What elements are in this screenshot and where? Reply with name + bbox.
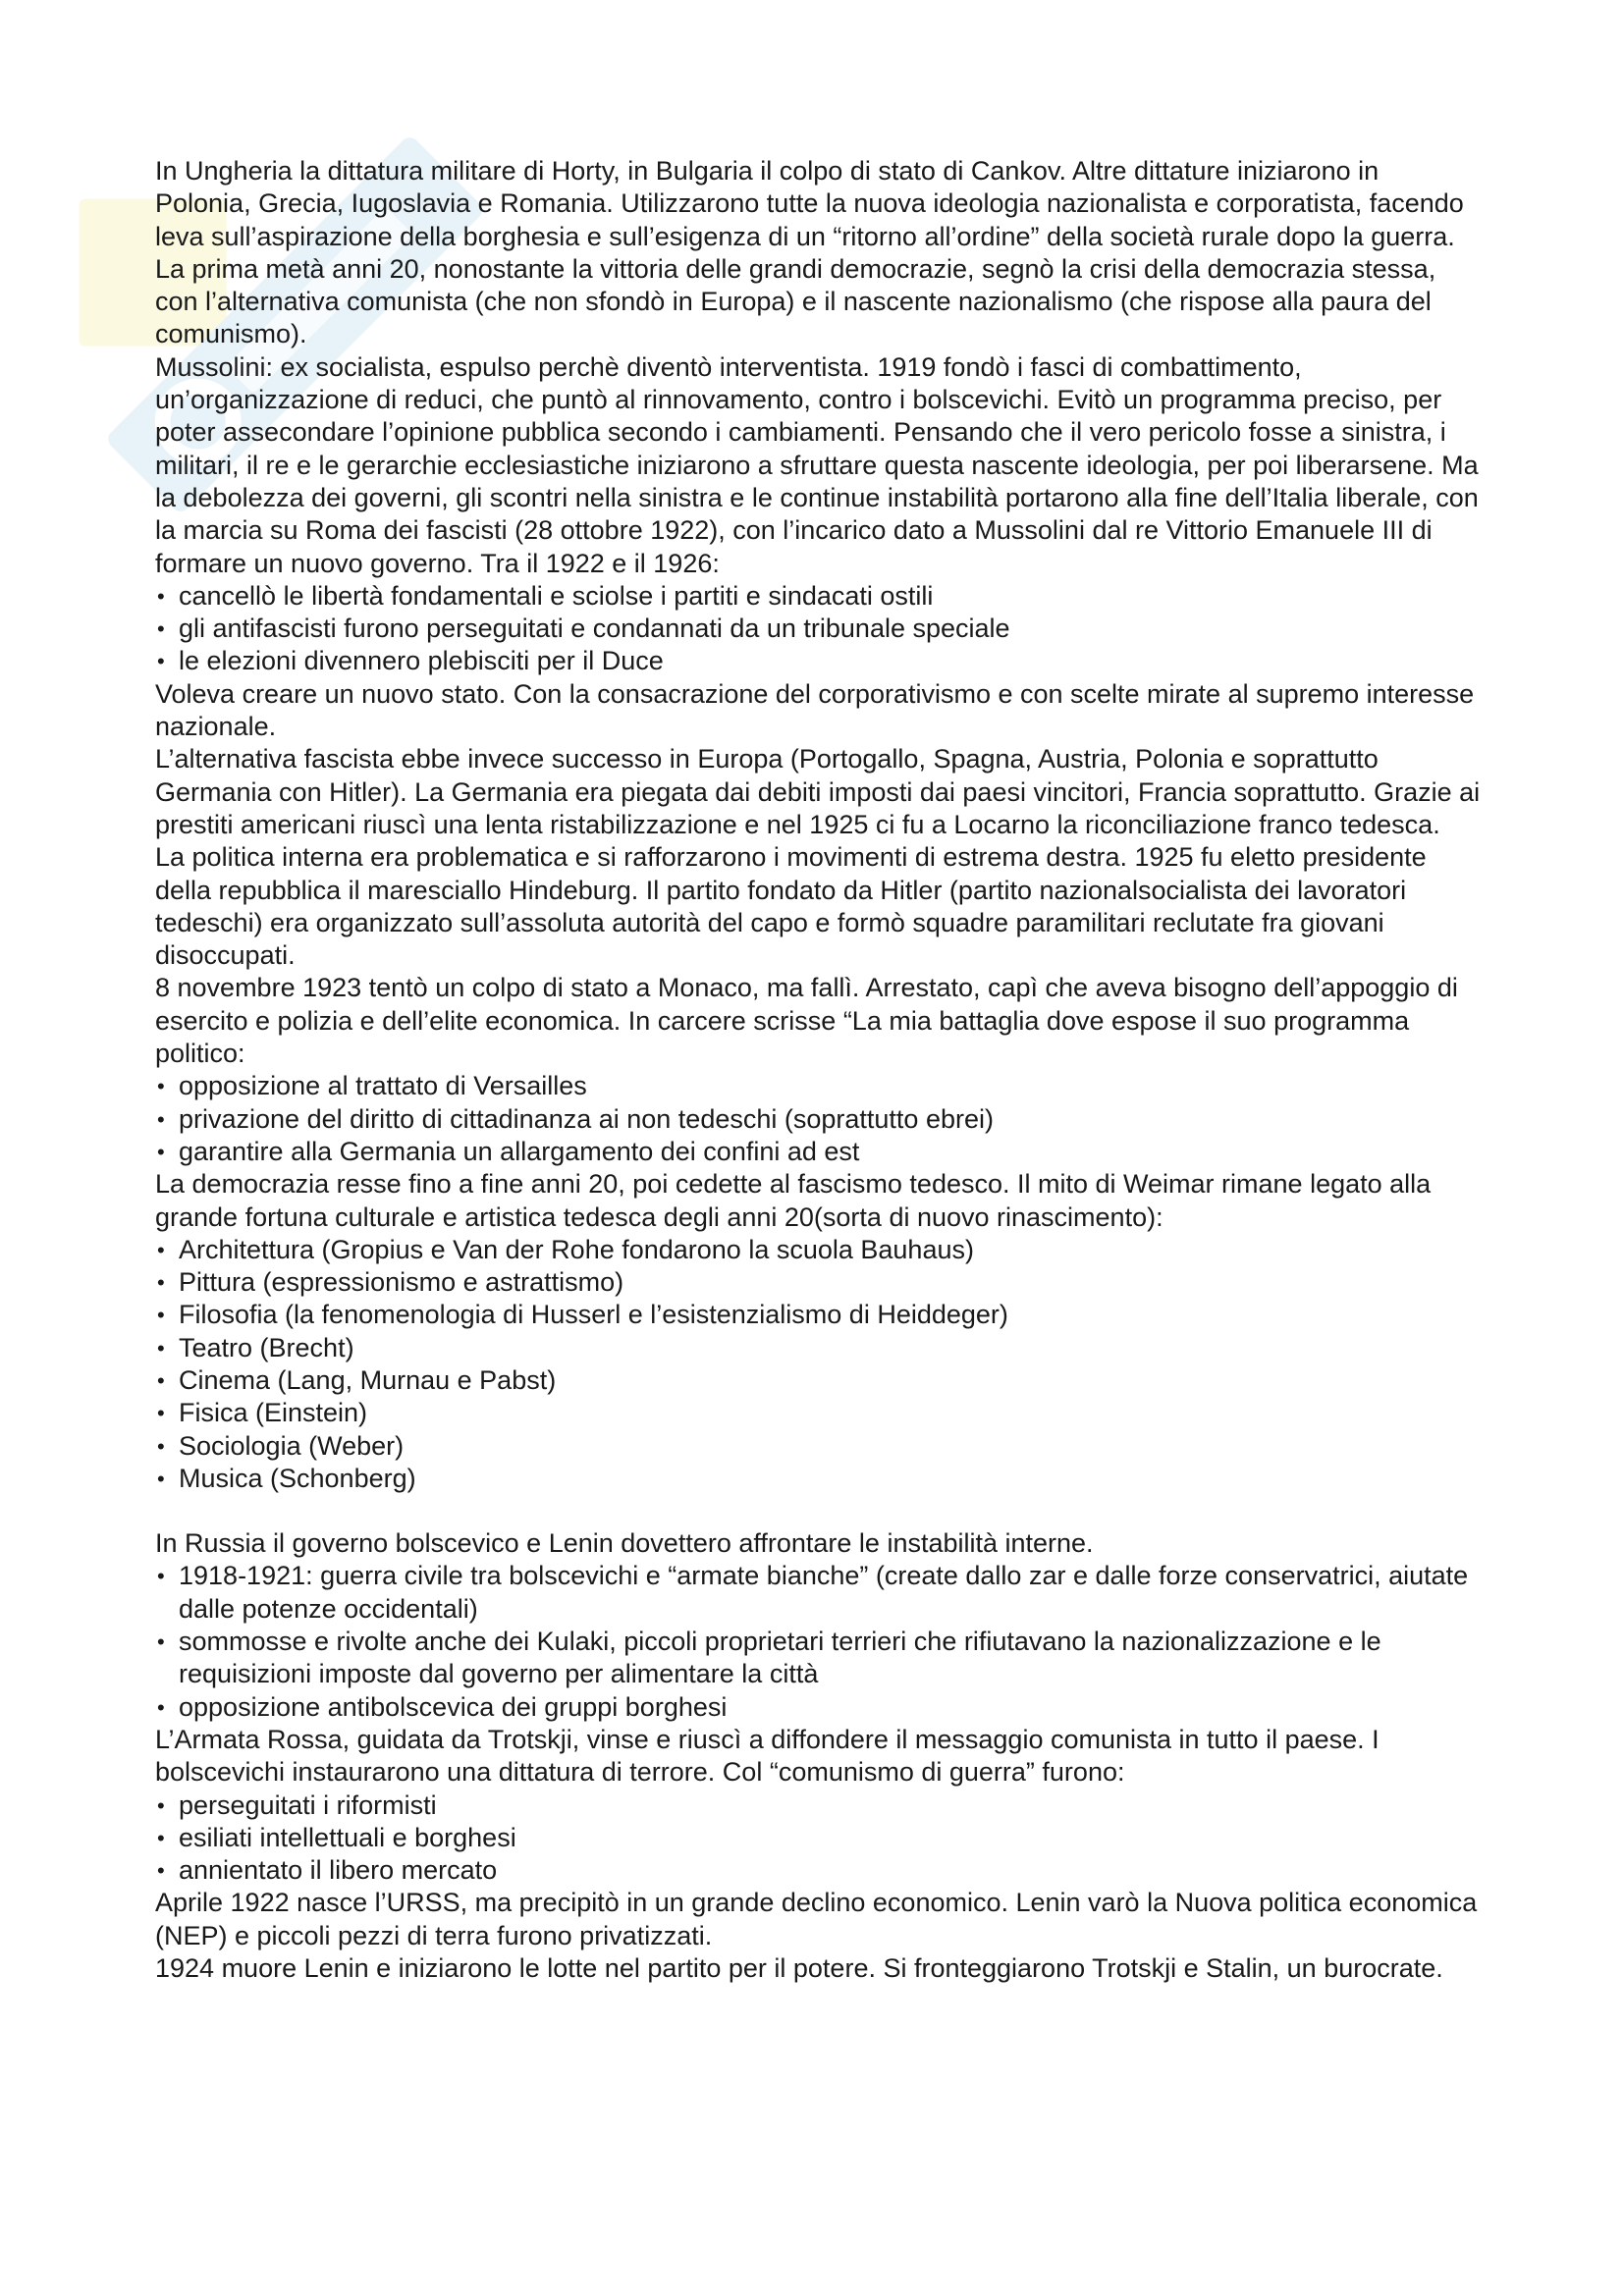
list-item: • Filosofia (la fenomenologia di Husserl e l’esistenzialismo di Heiddeger)	[155, 1299, 1481, 1331]
list-item: • esiliati intellettuali e borghesi	[155, 1822, 1481, 1854]
list-item: • privazione del diritto di cittadinanza ai non tedeschi (soprattutto ebrei)	[155, 1103, 1481, 1136]
paragraph-politica-interna: La politica interna era problematica e si rafforzarono i movimenti di estrema destra. 1925 fu eletto presidente della repubblica il maresciallo Hindeburg. Il partito fondato da Hitler (partito nazionalsocialista dei lavoratori tedeschi) era organizzato sull’assoluta autorità del capo e formò squadre paramilitari reclutate fra giovani disoccupati.	[155, 842, 1427, 971]
paragraph-lenin-morte: 1924 muore Lenin e iniziarono le lotte nel partito per il potere. Si fronteggiarono Trotskji e Stalin, un burocrate.	[155, 1953, 1443, 1984]
list-item: • perseguitati i riformisti	[155, 1789, 1481, 1822]
paragraph-dittature: In Ungheria la dittatura militare di Horty, in Bulgaria il colpo di stato di Cankov. Altre dittature iniziarono in Polonia, Grecia, Iugoslavia e Romania. Utilizzarono tutte la nuova ideologia nazionalista e corporatista, facendo leva sull’aspirazione della borghesia e sull’esigenza di un “ritorno all’ordine” della società rurale dopo la guerra.	[155, 156, 1464, 251]
list-item: • opposizione al trattato di Versailles	[155, 1070, 1481, 1102]
list-fascismo-misure	[155, 580, 1481, 678]
paragraph-urss-nep: Aprile 1922 nasce l’URSS, ma precipitò in un grande declino economico. Lenin varò la Nuova politica economica (NEP) e piccoli pezzi di terra furono privatizzati.	[155, 1888, 1478, 1950]
paragraph-nuovo-stato: Voleva creare un nuovo stato. Con la consacrazione del corporativismo e con scelte mirate al supremo interesse nazionale.	[155, 678, 1475, 742]
list-cultura-weimar	[155, 1234, 1481, 1495]
list-comunismo-guerra	[155, 1789, 1481, 1888]
list-item: • Cinema (Lang, Murnau e Pabst)	[155, 1364, 1481, 1397]
paragraph-spacer	[155, 1495, 1481, 1527]
paragraph-colpo-monaco: 8 novembre 1923 tentò un colpo di stato a Monaco, ma fallì. Arrestato, capì che aveva bisogno dell’appoggio di esercito e polizia e dell’elite economica. In carcere scrisse “La mia battaglia dove espose il suo programma politico:	[155, 973, 1458, 1069]
paragraph-russia: In Russia il governo bolscevico e Lenin dovettero affrontare le instabilità interne.	[155, 1528, 1094, 1559]
list-item: • cancellò le libertà fondamentali e sciolse i partiti e sindacati ostili	[155, 580, 1481, 613]
list-item: • annientato il libero mercato	[155, 1854, 1481, 1887]
list-item: • sommosse e rivolte anche dei Kulaki, piccoli proprietari terrieri che rifiutavano la nazionalizzazione e le requisizioni imposte dal governo per alimentare la città	[155, 1626, 1481, 1691]
list-item: • le elezioni divennero plebisciti per il Duce	[155, 645, 1481, 677]
paragraph-alternativa-fascista: L’alternativa fascista ebbe invece successo in Europa (Portogallo, Spagna, Austria, Polonia e soprattutto Germania con Hitler). La Germania era piegata dai debiti imposti dai paesi vincitori, Francia soprattutto. Grazie ai prestiti americani riuscì una lenta ristabilizzazione e nel 1925 ci fu a Locarno la riconciliazione franco tedesca.	[155, 744, 1481, 839]
list-item: • Pittura (espressionismo e astrattismo)	[155, 1266, 1481, 1299]
document-page	[155, 155, 1481, 1985]
list-item: • opposizione antibolscevica dei gruppi borghesi	[155, 1691, 1481, 1724]
list-item: • Fisica (Einstein)	[155, 1397, 1481, 1429]
list-item: • Musica (Schonberg)	[155, 1463, 1481, 1495]
list-instabilita-russia	[155, 1560, 1481, 1723]
list-item: • 1918-1921: guerra civile tra bolscevichi e “armate bianche” (create dallo zar e dalle forze conservatrici, aiutate dalle potenze occidentali)	[155, 1560, 1481, 1626]
list-item: • garantire alla Germania un allargamento dei confini ad est	[155, 1136, 1481, 1168]
list-item: • Teatro (Brecht)	[155, 1332, 1481, 1364]
list-item: • Sociologia (Weber)	[155, 1430, 1481, 1463]
paragraph-armata-rossa: L’Armata Rossa, guidata da Trotskji, vinse e riuscì a diffondere il messaggio comunista in tutto il paese. I bolscevichi instaurarono una dittatura di terrore. Col “comunismo di guerra” furono:	[155, 1724, 1380, 1788]
paragraph-crisi-democrazia: La prima metà anni 20, nonostante la vittoria delle grandi democrazie, segnò la crisi della democrazia stessa, con l’alternativa comunista (che non sfondò in Europa) e il nascente nazionalismo (che rispose alla paura del comunismo).	[155, 253, 1436, 349]
list-programma-hitler	[155, 1070, 1481, 1168]
list-item: • Architettura (Gropius e Van der Rohe fondarono la scuola Bauhaus)	[155, 1234, 1481, 1266]
list-item: • gli antifascisti furono perseguitati e condannati da un tribunale speciale	[155, 613, 1481, 645]
paragraph-mussolini: Mussolini: ex socialista, espulso perchè diventò interventista. 1919 fondò i fasci di combattimento, un’organizzazione di reduci, che puntò al rinnovamento, contro i bolscevichi. Evitò un programma preciso, per poter assecondare l’opinione pubblica secondo i cambiamenti. Pensando che il vero pericolo fosse a sinistra, i militari, il re e le gerarchie ecclesiastiche iniziarono a sfruttare questa nascente ideologia, per poi liberarsene. Ma la debolezza dei governi, gli scontri nella sinistra e le continue instabilità portarono alla fine dell’Italia liberale, con la marcia su Roma dei fascisti (28 ottobre 1922), con l’incarico dato a Mussolini dal re Vittorio Emanuele III di formare un nuovo governo. Tra il 1922 e il 1926:	[155, 351, 1479, 578]
paragraph-weimar: La democrazia resse fino a fine anni 20, poi cedette al fascismo tedesco. Il mito di Weimar rimane legato alla grande fortuna culturale e artistica tedesca degli anni 20(sorta di nuovo rinascimento):	[155, 1169, 1432, 1232]
